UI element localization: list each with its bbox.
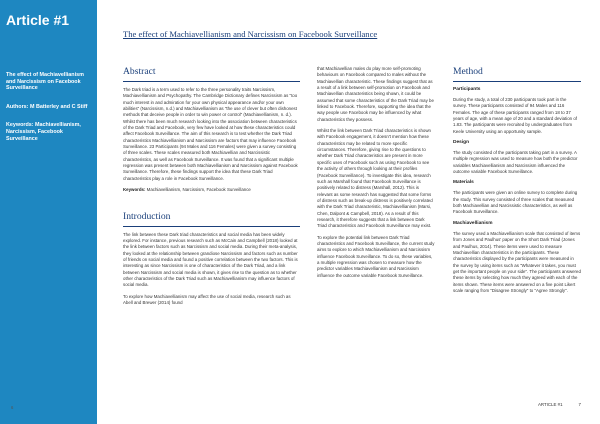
column-right bbox=[453, 66, 581, 299]
design-heading: Design bbox=[453, 140, 469, 146]
footer-article-label: ARTICLE #1 bbox=[537, 402, 563, 407]
column-middle bbox=[317, 66, 435, 284]
materials-text: The participants were given an online survey to complete during the study. This survey consisted of three scales that measured both Machiavellian and Narcissistic characteristics, as well as Facebook Surveillance. bbox=[453, 190, 578, 215]
participants-text: During the study, a total of 230 participants took part in the survey. These participants consisted of 94 Males and 116 Females. The age of these participants ranged from 18 to 37 years of age, with a mean age of 20 and a standard deviation of 1.83. The participants were recruited by undergraduates from Keele University using an opportunity sample. bbox=[453, 97, 577, 134]
materials-heading: Materials bbox=[453, 180, 474, 186]
abstract-heading: Abstract bbox=[123, 66, 300, 82]
page-number-right: 7 bbox=[578, 402, 581, 407]
keywords-line bbox=[123, 187, 300, 193]
column-left bbox=[123, 66, 300, 311]
machiavellianism-text: The survey used a Machiavellianism scale that consisted of items from Jones and Paulhus' paper on the Short Dark Triad (Jones and Paulhus, 2014). These items were used to measure Machiavellian characteristics in the participants. These characteristics displayed by the participants were measured in the survey by using items such as "Whatever it takes, you must get the important people on your side". The participants answered these items by selecting how much they agreed with each of the items shown. These items were answered on a five point Likert scale ranging from "Disagree Strongly" to "Agree Strongly". bbox=[453, 230, 581, 293]
sidebar bbox=[0, 0, 97, 424]
footer-right bbox=[522, 402, 581, 407]
middle-paragraph-1: that Machiavellian males do play more self-promoting behaviours on Facebook compared to males without the Machiavellian characteristic. These findings suggest that as a result of a link between self-promotion on Facebook and Machiavellian characteristics being shown, it could be assumed that some characteristics of the Dark Triad may be linked to Facebook. Therefore, supporting the idea that the way people use Facebook may be influenced by what characteristics they possess. bbox=[317, 66, 434, 122]
sidebar-keywords: Keywords: Machiavellianism, Narcissism, Facebook Surveillance bbox=[6, 122, 81, 142]
sidebar-authors: Authors: M Batterley and C Stiff bbox=[6, 103, 88, 110]
introduction-paragraph-1: The link between these Dark triad characteristics and social media has been widely explored. For instance, previous research such as McCain and Campbell (2018) looked at the link between factors such as Narcissism and social media. During their meta-analysis, they looked at the relationship between grandiose Narcissism and factors such as number of friends on social media and found a positive correlation between the two factors. This is interesting as since Narcissism is one of characteristics of the Dark Triad, and a link between Narcissism and social media is shown, it gives rise to the question as to whether other characteristics of the Dark Triad such as Machiavellianism may influence factors of social media. bbox=[123, 231, 298, 288]
middle-paragraph-2: Whilst the link between Dark Triad characteristics is shown with Facebook engagement, it doesn't mention how these characteristics may be related to more specific circumstances. Therefore, giving rise to the questions to whether Dark Triad characteristics are present in more specific uses of Facebook such as using Facebook to see the activity of others through looking at their profiles (Facebook Surveillance). To investigate this idea, research such as Marshall found that Facebook Surveillance is positively related to distress (Marshall, 2012). This is relevant as some research has suggested that some forms of distress such as break-up distress is positively correlated with the Dark Triad characteristic, Machiavellianism (Marsi, Chen, Dalpont & Campbell, 2018). As a result of this research, it therefore suggests that a link between Dark Triad characteristics and Facebook Surveillance may exist. bbox=[317, 128, 433, 229]
page-number-left: 6 bbox=[11, 405, 14, 410]
middle-paragraph-3: To explore the potential link between Dark Triad characteristics and Facebook Surveillance, the current study aims to explore to which Machiavellianism and Narcissism influence Facebook Surveillance. To do so, these variables, a multiple regression was chosen to measure how the predictor variables Machiavellianism and Narcissism influence the outcome variable Facebook Surveillance. bbox=[317, 234, 435, 278]
participants-heading: Participants bbox=[453, 87, 481, 92]
abstract-text: The Dark triad is a term used to refer to the three personality traits Narcissism, Machiavellianism and Psychopathy. The Cambridge Dictionary defines Narcissism as "too much interest in and admiration for your own physical appearance and/or your own abilities" (Narcissism, n.d.) and Machiavellianism as "the use of clever but often dishonest methods that deceive people in order to win power or control" (Machiavellianism, n. d.). Whilst there has been much research looking into the association between characteristics of the Dark Triad and Facebook, very few have looked at how these characteristics could affect Facebook Surveillance. The aim of this research is to test whether the Dark Triad characteristics Machiavellianism and Narcissism are factors that may influence Facebook Surveillance. 23 Participants (94 Males and 116 Females) were given a survey consisting of three scales. These scales measured both Machiavellian and Narcissistic characteristics, as well as Facebook Surveillance. It was found that a significant multiple regression was present between both Machiavellianism and Narcissism against Facebook Surveillance. Therefore, these findings support the idea that these Dark Triad characteristics play a role in Facebook Surveillance. bbox=[123, 87, 298, 181]
design-text: The study consisted of the participants taking part in a survey. A multiple regression was used to measure how both the predictor variables Machiavellianism and Narcissism influenced the outcome variable Facebook Surveillance. bbox=[453, 150, 578, 175]
sidebar-title: The effect of Machiavellianism and Narcissism on Facebook Surveillance bbox=[6, 72, 84, 92]
article-number: Article #1 bbox=[6, 12, 70, 28]
keywords-label: Keywords: bbox=[123, 187, 146, 193]
method-heading: Method bbox=[453, 66, 581, 82]
introduction-paragraph-2: To explore how Machiavellianism may affect the use of social media, research such as Abell and Brewer (2014) found bbox=[123, 293, 291, 305]
page-title: The effect of Machiavellianism and Narcissism on Facebook Surveillance bbox=[123, 29, 378, 39]
keywords-text: Machiavellianism, Narcissism, Facebook Surveillance bbox=[145, 187, 251, 193]
machiavellianism-heading: Machiavellianism bbox=[453, 220, 493, 226]
introduction-heading: Introduction bbox=[123, 211, 300, 227]
